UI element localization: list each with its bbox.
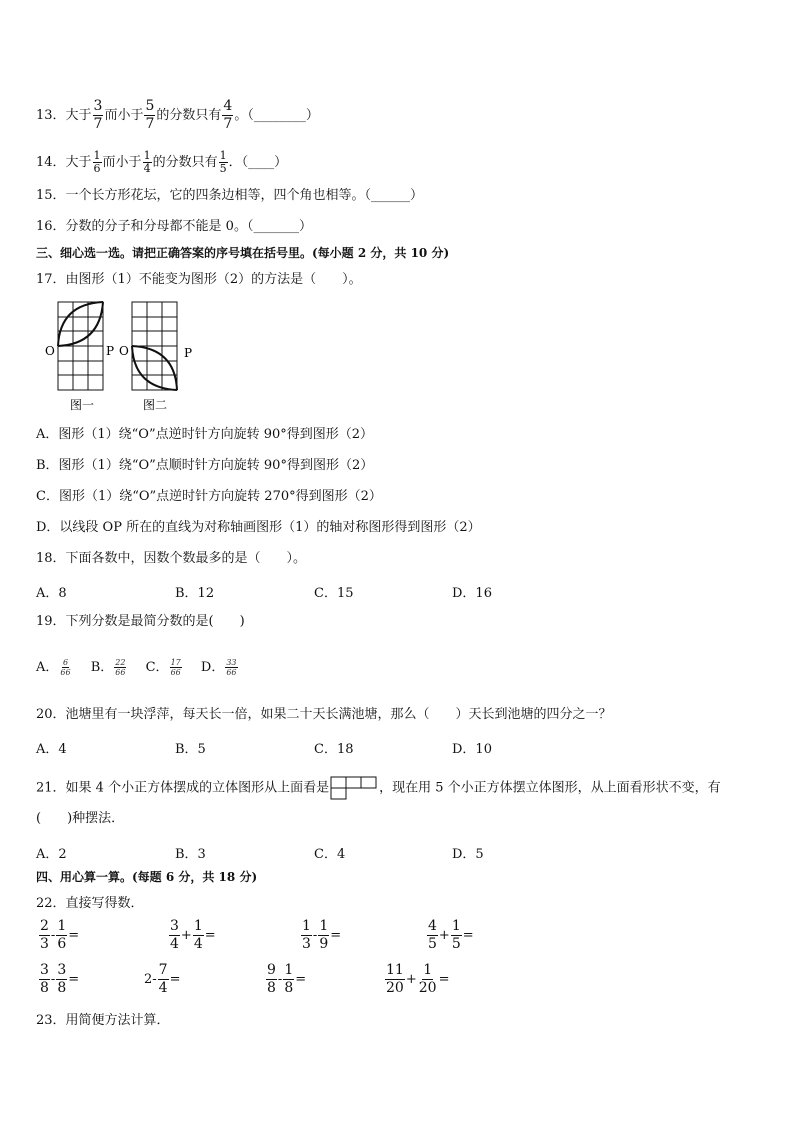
q21-option-c[interactable]: C．4: [314, 847, 346, 862]
q14-blank[interactable]: ．（____）: [228, 155, 288, 170]
q14-mid: 而小于: [102, 155, 142, 170]
calc-item: $\frac{2}{3}$ - $\frac{1}{6}$ =: [40, 918, 80, 952]
q19-option-a[interactable]: A． $\frac{6}{66}$: [36, 658, 71, 677]
q14-post: 的分数只有: [152, 155, 218, 170]
question-14: [36, 150, 287, 175]
calc-item: $\frac{3}{8}$ - $\frac{3}{8}$ =: [40, 962, 80, 996]
q19-option-b[interactable]: B． $\frac{22}{66}$: [90, 658, 126, 677]
q17-option-a[interactable]: A．图形（1）绕“O”点逆时针方向旋转 90°得到图形（2）: [36, 427, 374, 442]
q20-option-b[interactable]: B．5: [175, 742, 206, 757]
q21-option-d[interactable]: D．5: [452, 847, 484, 862]
q17-figure: [40, 298, 200, 416]
question-23-stem: 23．用简便方法计算．: [36, 1013, 170, 1028]
q19-option-c[interactable]: C． $\frac{17}{66}$: [145, 658, 181, 677]
calc-item: $\frac{3}{4}$ + $\frac{1}{4}$ =: [170, 918, 216, 952]
q18-option-c[interactable]: C．15: [314, 586, 354, 601]
fraction: $\frac{4}{7}$: [223, 98, 233, 132]
question-22-stem: 22．直接写得数．: [36, 896, 144, 911]
fraction: $\frac{1}{4}$: [143, 149, 151, 175]
q21-option-b[interactable]: B．3: [175, 847, 206, 862]
calc-item: $\frac{9}{8}$ - $\frac{1}{8}$ =: [267, 962, 307, 996]
q14-pre: 14．大于: [36, 155, 92, 170]
section-4-heading: 四、用心算一算。(每题 6 分，共 18 分): [36, 870, 258, 884]
q17-option-b[interactable]: B．图形（1）绕“O”点顺时针方向旋转 90°得到图形（2）: [36, 458, 374, 473]
point-p-1: P: [106, 344, 115, 358]
q18-option-d[interactable]: D．16: [452, 586, 492, 601]
fraction: $\frac{1}{6}$: [93, 149, 101, 175]
figure-label-1: 图一: [70, 398, 95, 412]
q13-blank[interactable]: 。（________）: [234, 108, 319, 123]
question-21-stem: 21．如果 4 个小正方体摆成的立体图形从上面看是 ，现在用 5 个小正方体摆立体图形，从上面看形状不变，有: [36, 776, 721, 800]
question-20-stem: 20．池塘里有一块浮萍，每天长一倍，如果二十天长满池塘，那么（ ）天长到池塘的四分之一？: [36, 707, 612, 722]
fraction: $\frac{5}{7}$: [145, 98, 155, 132]
figure-label-2: 图二: [143, 398, 168, 412]
q20-option-a[interactable]: A．4: [36, 742, 67, 757]
q13-post: 的分数只有: [156, 108, 222, 123]
q19-options: [36, 658, 239, 677]
q17-option-c[interactable]: C．图形（1）绕“O”点逆时针方向旋转 270°得到图形（2）: [36, 489, 382, 504]
point-p-2: P: [184, 346, 193, 360]
q18-option-b[interactable]: B．12: [175, 586, 215, 601]
calc-item: $\frac{4}{5}$ + $\frac{1}{5}$ =: [428, 918, 474, 952]
q20-option-c[interactable]: C．18: [314, 742, 354, 757]
fraction: $\frac{1}{5}$: [219, 149, 227, 175]
q17-option-d[interactable]: D．以线段 OP 所在的直线为对称轴画图形（1）的轴对称图形得到图形（2）: [36, 520, 481, 535]
q21-option-a[interactable]: A．2: [36, 847, 67, 862]
question-13: [36, 98, 319, 133]
calc-item: 2- $\frac{7}{4}$ =: [144, 962, 181, 996]
top-view-figure: [329, 776, 379, 800]
q13-pre: 13．大于: [36, 108, 92, 123]
point-o-2: O: [119, 344, 129, 358]
section-3-heading: 三、细心选一选。请把正确答案的序号填在括号里。(每小题 2 分，共 10 分): [36, 246, 450, 260]
point-o-1: O: [45, 344, 55, 358]
fraction: $\frac{3}{7}$: [93, 98, 103, 132]
q19-option-d[interactable]: D． $\frac{33}{66}$: [200, 658, 237, 677]
grid-figure-1: [58, 302, 103, 390]
calc-item: $\frac{11}{20}$ + $\frac{1}{20}$ =: [386, 962, 450, 996]
calc-item: $\frac{1}{3}$ - $\frac{1}{9}$ =: [302, 918, 342, 952]
q13-mid: 而小于: [104, 108, 144, 123]
q21-stem-continued: ( )种摆法．: [36, 811, 125, 826]
question-19-stem: 19．下列分数是最简分数的是( ): [36, 614, 245, 629]
q20-option-d[interactable]: D．10: [452, 742, 492, 757]
grid-figure-2: [132, 302, 177, 390]
question-17-stem: 17．由图形（1）不能变为图形（2）的方法是（ ）。: [36, 272, 362, 287]
question-18-stem: 18．下面各数中，因数个数最多的是（ ）。: [36, 551, 307, 566]
question-16: 16．分数的分子和分母都不能是 0。（_______）: [36, 219, 312, 234]
q18-option-a[interactable]: A．8: [36, 586, 67, 601]
question-15: 15．一个长方形花坛，它的四条边相等，四个角也相等。（______）: [36, 188, 424, 203]
